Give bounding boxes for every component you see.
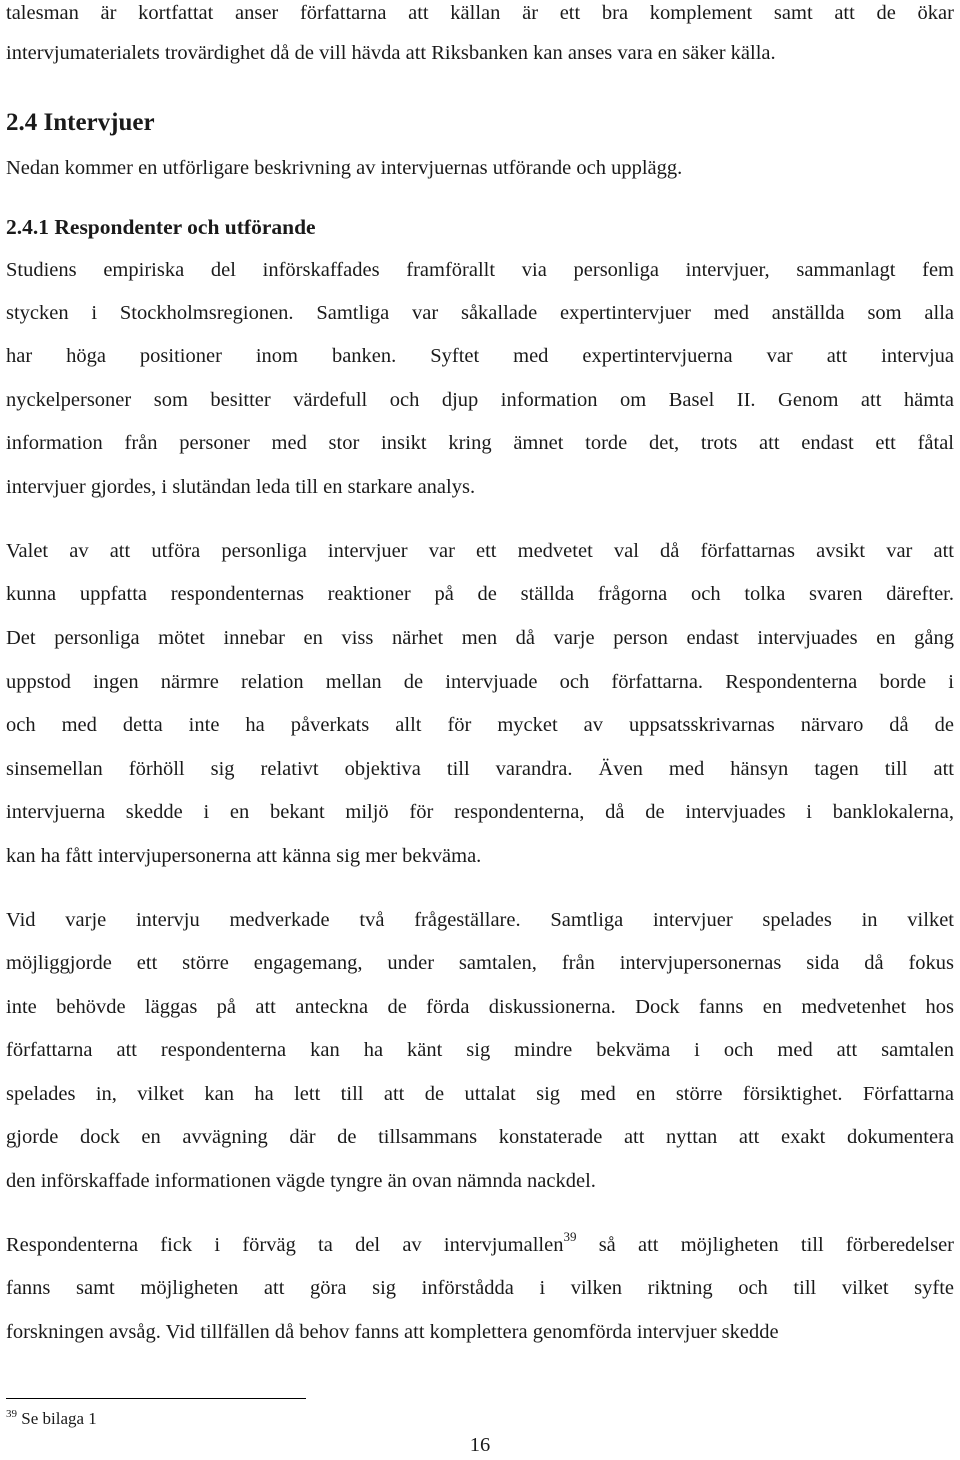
- paragraph1-line-1: Studiens empiriska del införskaffades framförallt via personliga intervjuer, sammanlagt fem: [6, 259, 954, 281]
- paragraph2-line-7: intervjuerna skedde i en bekant miljö för respondenterna, då de intervjuades i banklokalerna,: [6, 801, 954, 823]
- paragraph2-line-2: kunna uppfatta respondenternas reaktioner på de ställda frågorna och tolka svaren därefter.: [6, 583, 954, 605]
- paragraph4-line-3: forskningen avsåg. Vid tillfällen då behov fanns att komplettera genomförda intervjuer skedde: [6, 1321, 779, 1343]
- carryover-line-1: talesman är kortfattat anser författarna att källan är ett bra komplement samt att de ökar: [6, 2, 954, 24]
- paragraph2-line-6: sinsemellan förhöll sig relativt objektiva till varandra. Även med hänsyn tagen till att: [6, 758, 954, 780]
- paragraph2-line-3: Det personliga mötet innebar en viss närhet men då varje person endast intervjuades en gång: [6, 627, 954, 649]
- paragraph1-line-5: information från personer med stor insikt kring ämnet torde det, trots att endast ett fåtal: [6, 432, 954, 454]
- paragraph3-line-4: författarna att respondenterna kan ha känt sig mindre bekväma i och med att samtalen: [6, 1039, 954, 1061]
- paragraph4-line-1-rest: så att möjligheten till förberedelser: [576, 1234, 955, 1256]
- paragraph1-line-2: stycken i Stockholmsregionen. Samtliga var såkallade expertintervjuer med anställda som alla: [6, 302, 954, 324]
- paragraph3-line-5: spelades in, vilket kan ha lett till att de uttalat sig med en större försiktighet. Författarna: [6, 1083, 954, 1105]
- section-intro: Nedan kommer en utförligare beskrivning av intervjuernas utförande och upplägg.: [6, 157, 683, 179]
- footnote: [6, 1408, 97, 1430]
- paragraph1-line-3: har höga positioner inom banken. Syftet med expertintervjuerna var att intervjua: [6, 345, 954, 367]
- paragraph4-line-2: fanns samt möjligheten att göra sig införstådda i vilken riktning och till vilket syfte: [6, 1277, 954, 1299]
- paragraph3-line-6: gjorde dock en avvägning där de tillsammans konstaterade att nyttan att exakt dokumentera: [6, 1126, 954, 1148]
- paragraph3-line-1: Vid varje intervju medverkade två frågeställare. Samtliga intervjuer spelades in vilket: [6, 909, 954, 931]
- footnote-text: Se bilaga 1: [17, 1409, 97, 1428]
- paragraph1-line-4: nyckelpersoner som besitter värdefull och djup information om Basel II. Genom att hämta: [6, 389, 954, 411]
- paragraph3-line-3: inte behövde läggas på att anteckna de förda diskussionerna. Dock fanns en medvetenhet hos: [6, 996, 954, 1018]
- paragraph2-line-8: kan ha fått intervjupersonerna att känna sig mer bekväma.: [6, 845, 482, 867]
- footnote-number: 39: [6, 1408, 17, 1420]
- paragraph2-line-5: och med detta inte ha påverkats allt för mycket av uppsatsskrivarnas närvaro då de: [6, 714, 954, 736]
- page-number: 16: [469, 1434, 491, 1456]
- paragraph4-line-1-text: Respondenterna fick i förväg ta del av intervjumallen: [6, 1234, 564, 1256]
- paragraph3-line-7: den införskaffade informationen vägde tyngre än ovan nämnda nackdel.: [6, 1170, 596, 1192]
- subsection-heading: 2.4.1 Respondenter och utförande: [6, 215, 316, 239]
- section-heading: 2.4 Intervjuer: [6, 109, 155, 136]
- footnote-separator: [6, 1398, 306, 1399]
- paragraph2-line-4: uppstod ingen närmre relation mellan de intervjuade och författarna. Respondenterna borde i: [6, 671, 954, 693]
- footnote-reference: 39: [563, 1229, 577, 1244]
- paragraph1-line-6: intervjuer gjordes, i slutändan leda till en starkare analys.: [6, 476, 476, 498]
- paragraph3-line-2: möjliggjorde ett större engagemang, under samtalen, från intervjupersonernas sida då fokus: [6, 952, 954, 974]
- paragraph2-line-1: Valet av att utföra personliga intervjuer var ett medvetet val då författarnas avsikt var att: [6, 540, 954, 562]
- paragraph4-line-1: [6, 1229, 955, 1258]
- carryover-line-2: intervjumaterialets trovärdighet då de vill hävda att Riksbanken kan anses vara en säker källa.: [6, 42, 776, 64]
